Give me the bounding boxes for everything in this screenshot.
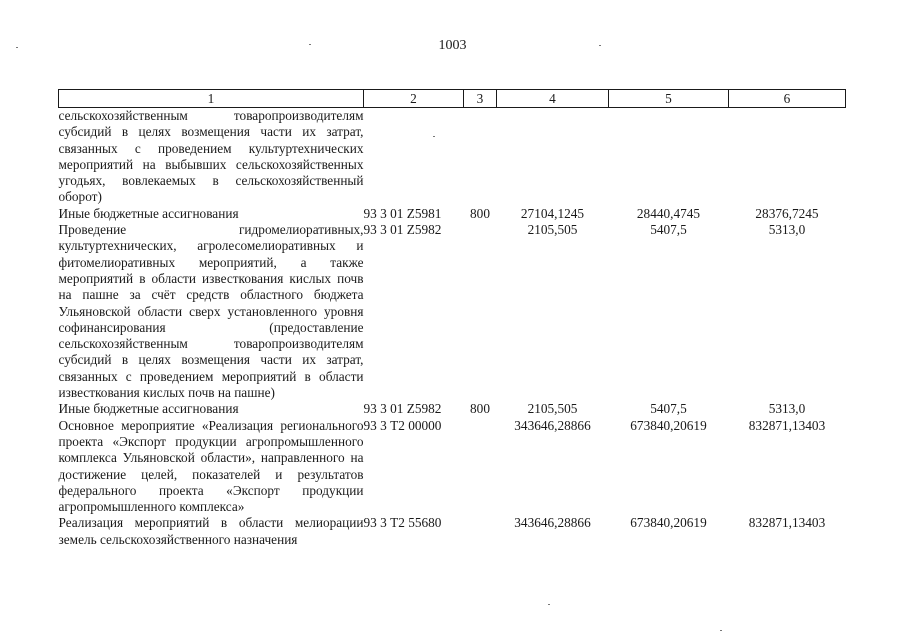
row-value-2	[609, 108, 729, 206]
row-code: 93 3 Т2 00000	[363, 417, 442, 433]
row-value-3	[729, 108, 846, 206]
scan-speck	[720, 630, 722, 631]
table-row	[59, 108, 846, 206]
row-expense-type: 800	[470, 401, 490, 417]
row-value-1: 2105,505	[527, 222, 578, 238]
row-code: 93 3 01 Z5981	[363, 205, 442, 221]
row-value-2: 673840,20619	[630, 417, 707, 433]
row-value-3: 5313,0	[768, 401, 806, 417]
column-header-2: 2	[364, 90, 464, 108]
budget-table	[58, 89, 846, 548]
row-value-1: 343646,28866	[514, 417, 591, 433]
row-expense-type: 800	[470, 205, 490, 221]
row-code: 93 3 01 Z5982	[363, 222, 442, 238]
row-expense-type	[464, 108, 497, 206]
row-name: сельскохозяйственным товаропроизводителям субсидий в целях возмещения части их затрат, связанных с проведением культуртехнических мероприятий на выбывших сельскохозяйственных угодьях, вовлекаемых в сельскохозяйственный оборот)	[58, 108, 364, 205]
row-expense-type	[464, 222, 497, 401]
table-row	[59, 418, 846, 516]
row-value-3: 832871,13403	[748, 417, 826, 433]
row-value-3: 5313,0	[768, 222, 806, 238]
table-row	[59, 206, 846, 222]
row-value-3: 28376,7245	[755, 205, 819, 221]
column-header-5: 5	[609, 90, 729, 108]
table-row	[59, 222, 846, 401]
table-row	[59, 515, 846, 548]
row-value-1: 27104,1245	[520, 205, 585, 221]
row-value-1: 2105,505	[527, 401, 578, 417]
column-header-1: 1	[59, 90, 364, 108]
row-value-2: 673840,20619	[630, 515, 707, 531]
row-name: Иные бюджетные ассигнования	[58, 401, 239, 417]
row-expense-type	[464, 515, 497, 548]
row-value-2: 28440,4745	[636, 205, 701, 221]
row-code: 93 3 01 Z5982	[363, 401, 442, 417]
scan-speck	[548, 604, 550, 605]
row-value-3: 832871,13403	[748, 515, 826, 531]
row-value-2: 5407,5	[650, 222, 687, 238]
row-expense-type	[464, 418, 497, 516]
scan-speck	[309, 44, 311, 45]
page-number: 1003	[438, 38, 467, 53]
row-code	[364, 108, 464, 206]
column-header-3: 3	[464, 90, 497, 108]
row-name: Основное мероприятие «Реализация регионального проекта «Экспорт продукции агропромышленного комплекса Ульяновской области», направленного на достижение целей, показателей и результатов федерального проекта «Экспорт продукции агропромышленного комплекса»	[58, 417, 364, 515]
row-code: 93 3 Т2 55680	[363, 515, 442, 531]
row-name: Проведение гидромелиоративных, культуртехнических, агролесомелиоративных и фитомелиоративных мероприятий, а также мероприятий в области известкования кислых почв на пашне за счёт средств областного бюджета Ульяновской области сверх установленного уровня софинансирования (предоставление сельскохозяйственным товаропроизводителям субсидий в целях возмещения части их затрат, связанных с проведением мероприятий в области известкования кислых почв на пашне)	[58, 222, 364, 401]
table-header	[59, 90, 846, 108]
column-header-6: 6	[729, 90, 846, 108]
header-row	[59, 90, 846, 108]
scan-speck	[599, 45, 601, 46]
table-row	[59, 401, 846, 417]
row-value-2: 5407,5	[650, 401, 687, 417]
row-value-1	[497, 108, 609, 206]
row-value-1: 343646,28866	[514, 515, 591, 531]
scan-speck	[16, 47, 18, 48]
row-name: Реализация мероприятий в области мелиорации земель сельскохозяйственного назначения	[58, 515, 364, 547]
column-header-4: 4	[497, 90, 609, 108]
row-name: Иные бюджетные ассигнования	[58, 205, 239, 221]
table-body	[59, 108, 846, 549]
scan-speck	[433, 136, 435, 137]
